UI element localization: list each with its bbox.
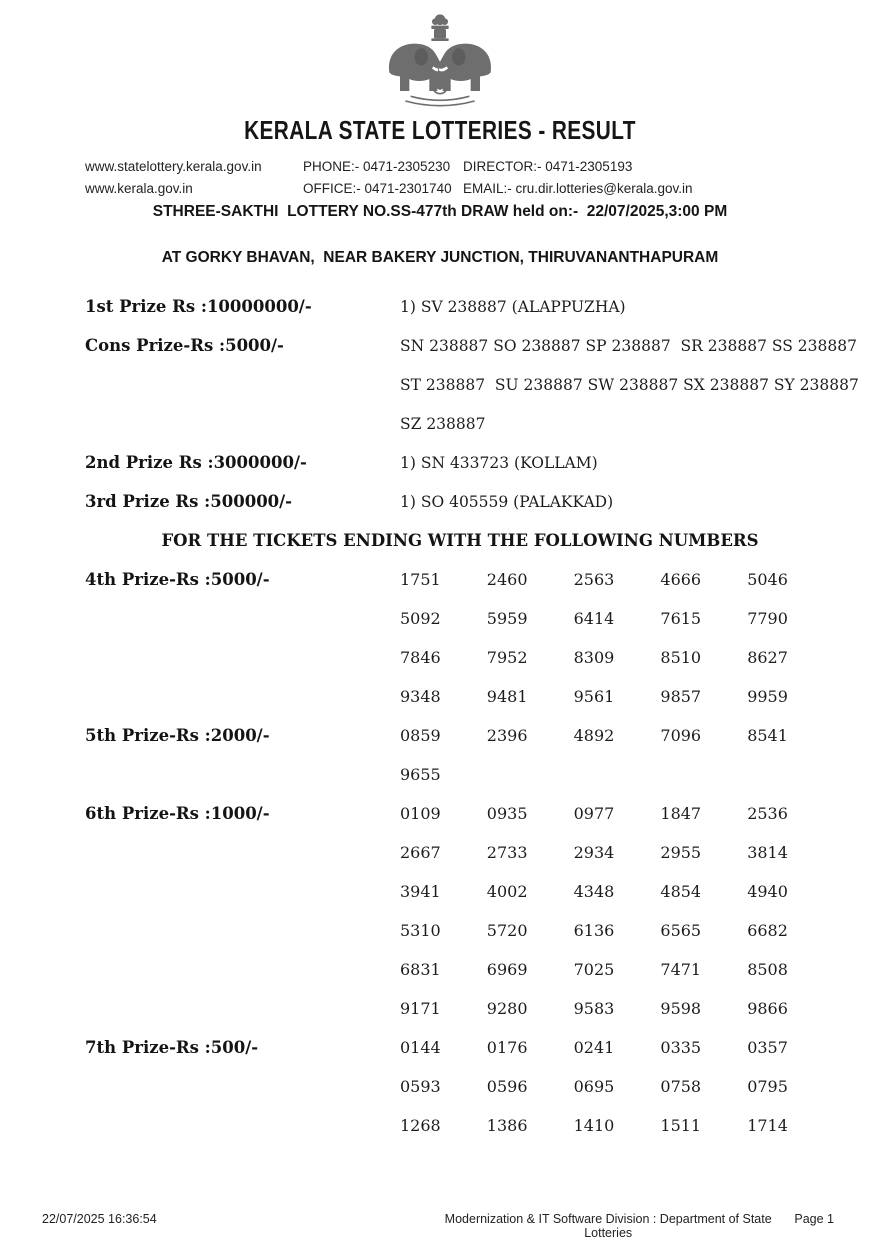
prize-winning-tickets	[400, 452, 835, 491]
ending-number: 2460	[486, 570, 528, 589]
ending-number: 8627	[747, 648, 788, 667]
winning-ticket-line: 1) SV 238887 (ALAPPUZHA)	[400, 298, 626, 316]
prize-label: Cons Prize-Rs :5000/-	[85, 336, 284, 355]
phone-number-text: PHONE:- 0471-2305230	[303, 159, 451, 174]
prize-label: 2nd Prize Rs :3000000/-	[85, 453, 307, 472]
prize-label: 7th Prize-Rs :500/-	[85, 1038, 259, 1057]
ending-number: 9171	[400, 999, 441, 1018]
ending-number: 9857	[660, 687, 702, 706]
ending-number: 0935	[486, 804, 528, 823]
ending-number: 0977	[573, 804, 615, 823]
prize-label: 5th Prize-Rs :2000/-	[85, 726, 270, 745]
ending-numbers-grid	[400, 569, 835, 725]
prize-section-1st	[85, 296, 835, 335]
ending-number: 2955	[660, 843, 702, 862]
ending-number: 7471	[660, 960, 702, 979]
ending-number: 6682	[747, 921, 788, 940]
prize-label: 3rd Prize Rs :500000/-	[85, 492, 293, 511]
ending-number: 2396	[486, 726, 528, 745]
ending-numbers-heading: FOR THE TICKETS ENDING WITH THE FOLLOWING NUMBERS	[161, 531, 759, 550]
ending-number: 0596	[486, 1077, 528, 1096]
ending-numbers-grid	[400, 725, 835, 803]
email-text: EMAIL:- cru.dir.lotteries@kerala.gov.in	[463, 181, 693, 196]
results-body	[0, 296, 880, 1154]
ending-number: 8510	[660, 648, 702, 667]
ending-number: 8508	[747, 960, 788, 979]
contact-row-1	[85, 156, 880, 178]
ending-number: 8541	[747, 726, 788, 745]
page-title: KERALA STATE LOTTERIES - RESULT	[244, 115, 636, 145]
ending-number: 6414	[573, 609, 615, 628]
ending-number: 7096	[660, 726, 702, 745]
prize-section-2nd	[85, 452, 835, 491]
ending-numbers-grid	[400, 1037, 835, 1154]
prize-section-7th	[85, 1037, 835, 1154]
ending-number: 4002	[486, 882, 528, 901]
contact-row-2	[85, 178, 880, 200]
ending-number: 2563	[573, 570, 615, 589]
ending-number: 0335	[660, 1038, 702, 1057]
ending-number: 2934	[573, 843, 615, 862]
ending-number: 7952	[486, 648, 528, 667]
ending-number: 1410	[573, 1116, 615, 1135]
ending-number: 6969	[486, 960, 528, 979]
ending-number: 0357	[747, 1038, 788, 1057]
ending-number: 7615	[660, 609, 702, 628]
division-name: Modernization & IT Software Division : Department of State Lotteries	[444, 1212, 772, 1240]
ending-number: 1386	[486, 1116, 528, 1135]
ending-number: 9280	[486, 999, 528, 1018]
ending-number: 6831	[400, 960, 441, 979]
ending-number: 7025	[573, 960, 615, 979]
ending-number: 1511	[660, 1116, 702, 1135]
ending-number: 0241	[573, 1038, 615, 1057]
ending-number: 5959	[486, 609, 528, 628]
ending-number: 9866	[747, 999, 788, 1018]
prize-winning-tickets	[400, 335, 859, 452]
ending-number: 4940	[747, 882, 788, 901]
ending-number: 9348	[400, 687, 441, 706]
ending-number: 5720	[486, 921, 528, 940]
contact-info-block	[0, 156, 880, 200]
draw-venue: AT GORKY BHAVAN, NEAR BAKERY JUNCTION, THIRUVANANTHAPURAM	[161, 249, 719, 266]
ending-number: 4666	[660, 570, 702, 589]
ending-number: 5092	[400, 609, 441, 628]
page-number: Page 1	[794, 1212, 834, 1226]
ending-number: 6136	[573, 921, 615, 940]
prize-section-4th	[85, 569, 835, 725]
ending-number: 4348	[573, 882, 615, 901]
ending-number: 7846	[400, 648, 441, 667]
winning-ticket-line: 1) SN 433723 (KOLLAM)	[400, 454, 598, 472]
ending-number: 7790	[747, 609, 788, 628]
kerala-website-text: www.kerala.gov.in	[85, 181, 193, 196]
prize-winning-tickets	[400, 491, 835, 530]
winning-ticket-line: SN 238887 SO 238887 SP 238887 SR 238887 SS 238887	[400, 337, 857, 355]
ending-number: 9959	[747, 687, 788, 706]
draw-title: STHREE-SAKTHI LOTTERY NO.SS-477th DRAW held on:- 22/07/2025,3:00 PM	[152, 203, 728, 220]
ending-number: 0695	[573, 1077, 615, 1096]
ending-numbers-grid	[400, 803, 835, 1037]
ending-number: 0109	[400, 804, 441, 823]
ending-number: 0176	[486, 1038, 528, 1057]
ending-number: 9598	[660, 999, 702, 1018]
ending-number: 4892	[573, 726, 615, 745]
prize-section-6th	[85, 803, 835, 1037]
prize-label: 4th Prize-Rs :5000/-	[85, 570, 270, 589]
ending-number: 5310	[400, 921, 441, 940]
ending-number: 1714	[747, 1116, 788, 1135]
statelottery-website-text: www.statelottery.kerala.gov.in	[85, 159, 262, 174]
ending-number: 8309	[573, 648, 615, 667]
ending-number: 2536	[747, 804, 788, 823]
ending-number: 5046	[747, 570, 788, 589]
page-footer	[42, 1212, 834, 1240]
winning-ticket-line: ST 238887 SU 238887 SW 238887 SX 238887 SY 238887	[400, 376, 859, 394]
ending-number: 0859	[400, 726, 441, 745]
ending-number: 2733	[486, 843, 528, 862]
prize-winning-tickets	[400, 296, 835, 335]
ending-number: 9655	[400, 765, 441, 784]
winning-ticket-line: SZ 238887	[400, 415, 486, 433]
ending-number: 0795	[747, 1077, 788, 1096]
prize-section-3rd	[85, 491, 835, 530]
kerala-state-emblem-icon	[379, 9, 501, 109]
ending-number: 9583	[573, 999, 615, 1018]
ending-number: 3814	[747, 843, 788, 862]
director-number-text: DIRECTOR:- 0471-2305193	[463, 159, 633, 174]
prize-label: 6th Prize-Rs :1000/-	[85, 804, 270, 823]
prize-section-cons	[85, 335, 859, 452]
ending-number: 0758	[660, 1077, 702, 1096]
ending-number: 1751	[400, 570, 441, 589]
winning-ticket-line: 1) SO 405559 (PALAKKAD)	[400, 493, 614, 511]
prize-section-5th	[85, 725, 835, 803]
ending-number: 6565	[660, 921, 702, 940]
ending-number: 1847	[660, 804, 702, 823]
print-timestamp: 22/07/2025 16:36:54	[42, 1212, 157, 1226]
ending-number: 1268	[400, 1116, 441, 1135]
office-number-text: OFFICE:- 0471-2301740	[303, 181, 452, 196]
ending-number: 4854	[660, 882, 702, 901]
ending-number: 0144	[400, 1038, 441, 1057]
document-header-emblem	[0, 8, 880, 110]
ending-number: 3941	[400, 882, 441, 901]
ending-number: 0593	[400, 1077, 441, 1096]
lottery-result-document	[0, 8, 880, 1252]
ending-number: 9561	[573, 687, 615, 706]
ending-number: 9481	[486, 687, 528, 706]
ending-number: 2667	[400, 843, 441, 862]
prize-label: 1st Prize Rs :10000000/-	[85, 297, 312, 316]
